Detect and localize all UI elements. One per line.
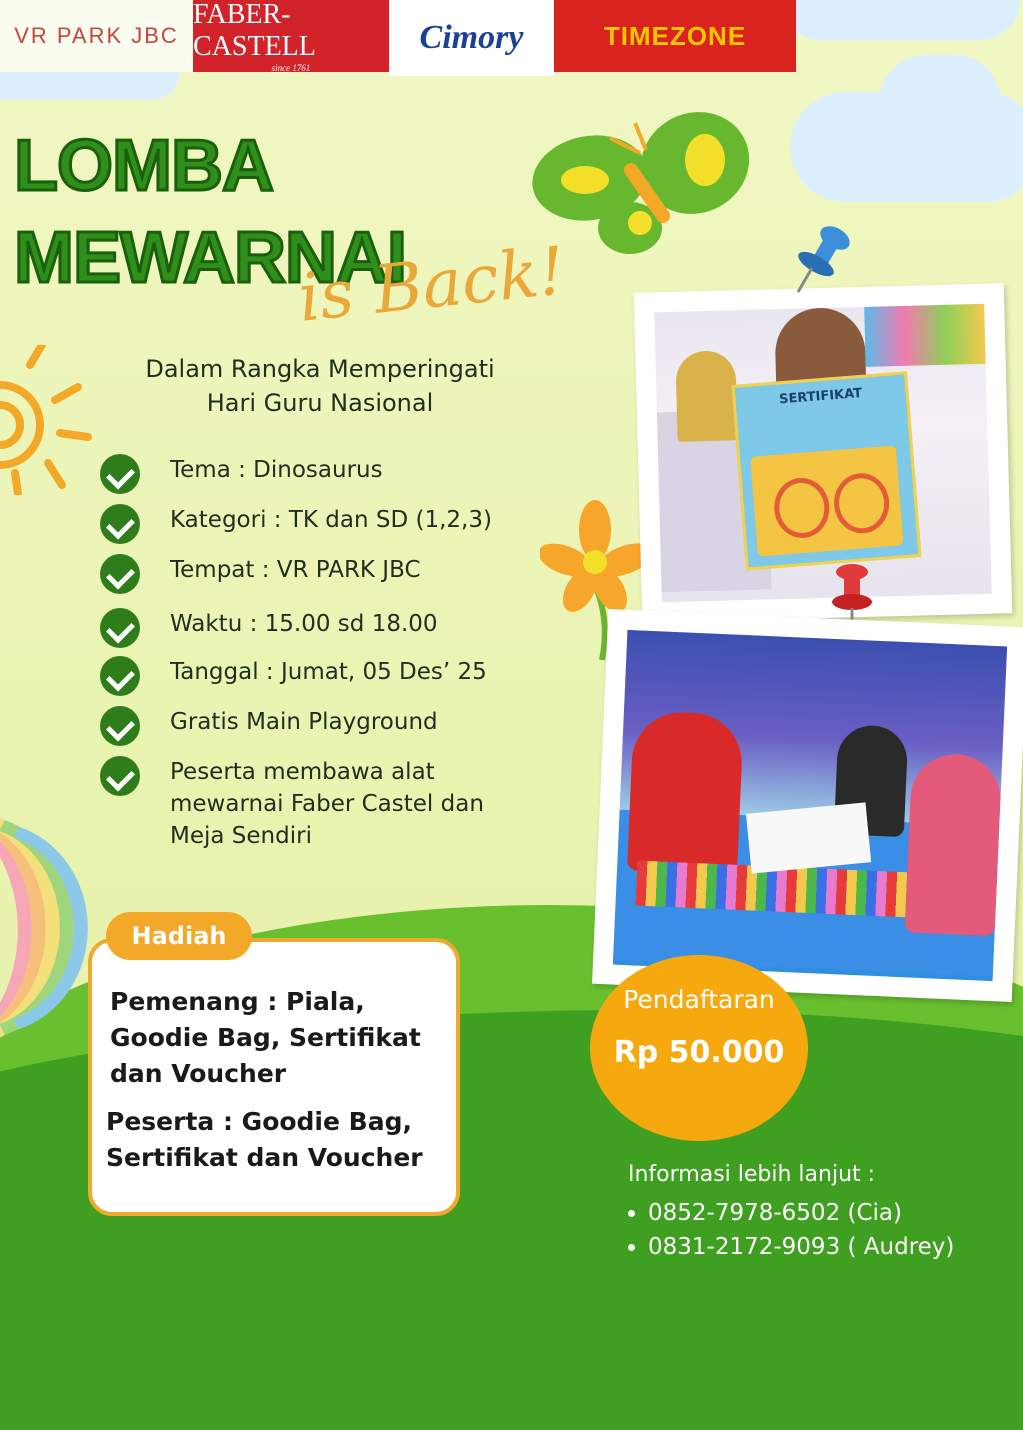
prize-box: [88, 938, 460, 1216]
detail-date: [100, 656, 487, 696]
photo-coloring: [613, 630, 1007, 981]
sponsor-faber-since: since 1761: [271, 63, 311, 73]
swan-right: [832, 471, 892, 535]
detail-time-text: Waktu : 15.00 sd 18.00: [170, 611, 438, 637]
contact-info: [628, 1158, 954, 1264]
detail-place: [100, 554, 421, 594]
detail-category: [100, 504, 492, 544]
check-icon: [100, 756, 140, 796]
detail-theme-text: Tema : Dinosaurus: [170, 457, 383, 483]
sponsor-timezone: [554, 0, 796, 72]
photo-certificate: [654, 304, 991, 603]
subtitle-line2: Hari Guru Nasional: [206, 389, 434, 417]
check-icon: [100, 554, 140, 594]
registration-price: Rp 50.000: [613, 1035, 785, 1070]
detail-place-text: Tempat : VR PARK JBC: [170, 557, 421, 583]
sun-icon: [0, 345, 95, 495]
certificate-title: SERTIFIKAT: [778, 385, 863, 408]
registration-badge: [590, 955, 808, 1141]
subtitle-line1: Dalam Rangka Memperingati: [145, 355, 495, 383]
certificate-drawing: [750, 445, 903, 556]
cloud-top-right: [780, 0, 1020, 40]
photo-certificate-frame: [634, 283, 1013, 623]
detail-date-text: Tanggal : Jumat, 05 Des’ 25: [170, 659, 487, 685]
prize-participant: Peserta : Goodie Bag, Sertifikat dan Voucher: [106, 1107, 423, 1172]
swan-left: [772, 476, 832, 540]
detail-theme: [100, 454, 383, 494]
rainbow-decoration: [0, 800, 100, 1060]
sponsor-vr-park-label: VR PARK JBC: [14, 23, 179, 48]
detail-time: [100, 608, 438, 648]
title-line1: LOMBA: [14, 126, 273, 206]
photo-coloring-frame: [592, 609, 1023, 1002]
detail-category-text: Kategori : TK dan SD (1,2,3): [170, 507, 492, 533]
contact-item-cia: • 0852-7978-6502 (Cia): [648, 1196, 954, 1230]
prize-label: Hadiah: [106, 912, 252, 960]
photo-kid-pink: [905, 752, 1003, 936]
title-line2: MEWARNAI: [14, 218, 406, 298]
check-icon: [100, 706, 140, 746]
contact-heading: Informasi lebih lanjut :: [628, 1162, 876, 1187]
check-icon: [100, 454, 140, 494]
detail-playground: [100, 706, 438, 746]
detail-equipment-text: Peserta membawa alat mewarnai Faber Castel dan Meja Sendiri: [170, 759, 484, 849]
detail-equipment: [100, 756, 530, 852]
butterfly-icon: [530, 108, 760, 268]
sponsor-faber-castell: [193, 0, 389, 72]
detail-playground-text: Gratis Main Playground: [170, 709, 438, 735]
sponsor-faber-castell-label: FABER-CASTELL: [193, 0, 316, 62]
cloud-right-top: [880, 55, 1000, 145]
contact-list: [628, 1196, 954, 1264]
photo-paper: [746, 802, 871, 873]
contact-item-audrey: • 0831-2172-9093 ( Audrey): [648, 1230, 954, 1264]
check-icon: [100, 656, 140, 696]
sponsor-cimory: [389, 0, 554, 76]
subtitle: [100, 352, 540, 420]
pin-blue-icon: [790, 218, 860, 298]
check-icon: [100, 504, 140, 544]
registration-label: Pendaftaran: [623, 985, 775, 1014]
prize-winner: Pemenang : Piala, Goodie Bag, Sertifikat dan Voucher: [110, 987, 421, 1088]
check-icon: [100, 608, 140, 648]
sponsor-vr-park: [0, 0, 193, 72]
certificate-sheet: [731, 371, 921, 570]
title-tagline: is Back!: [294, 232, 569, 337]
sponsor-cimory-label: Cimory: [419, 19, 524, 56]
photo-kid-red: [627, 710, 744, 875]
photo-trophy: [675, 350, 737, 442]
photo-toys: [864, 304, 986, 367]
sponsor-timezone-label: TIMEZONE: [603, 20, 747, 51]
